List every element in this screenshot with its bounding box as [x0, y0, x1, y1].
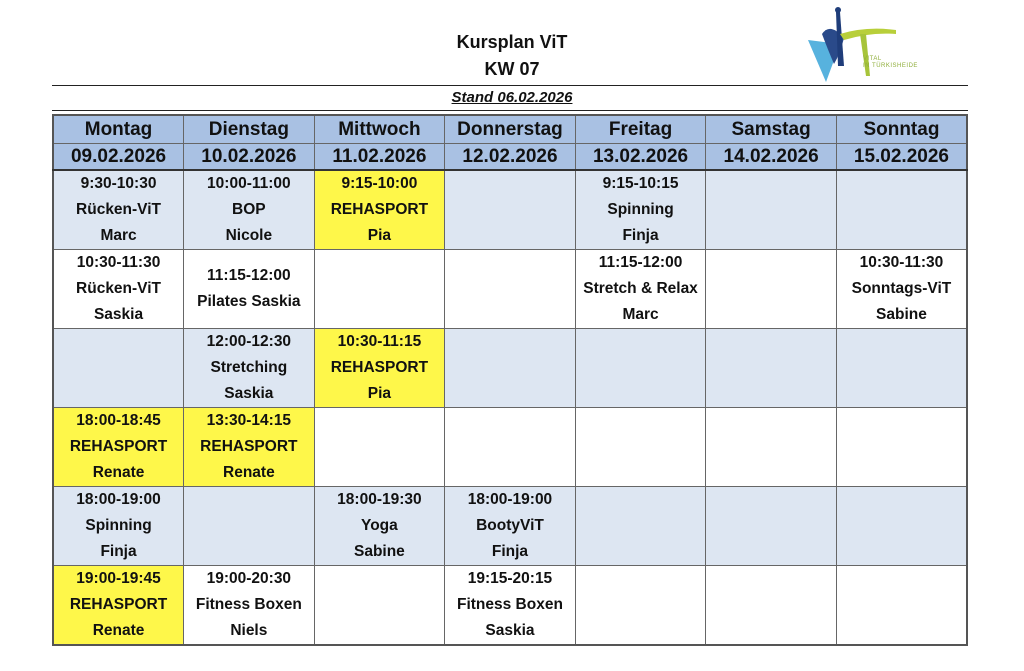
stand-date: Stand 06.02.2026 [451, 89, 573, 106]
day-header-row [53, 115, 967, 144]
course-trainer: Marc [100, 227, 137, 244]
course-trainer: Saskia [224, 385, 274, 402]
empty-cell [184, 487, 315, 566]
course-trainer: Finja [491, 543, 529, 560]
course-cell [445, 566, 576, 646]
course-name: REHASPORT [69, 438, 168, 455]
course-name: Fitness Boxen [195, 596, 302, 613]
course-cell [53, 566, 184, 646]
course-cell [314, 487, 445, 566]
course-cell [53, 170, 184, 250]
empty-cell [575, 408, 706, 487]
course-name: Spinning [85, 517, 152, 534]
course-cell [575, 170, 706, 250]
course-trainer: Pia [367, 227, 392, 244]
course-time: 18:00-19:00 [467, 491, 553, 508]
course-trainer: Sabine [876, 306, 927, 323]
course-time: 11:15-12:00 [207, 267, 291, 284]
week-label: KW 07 [484, 59, 540, 79]
schedule-table [52, 114, 968, 646]
course-cell [184, 408, 315, 487]
empty-cell [575, 329, 706, 408]
course-cell [575, 250, 706, 329]
course-time: 19:15-20:15 [467, 570, 553, 587]
empty-cell [836, 329, 967, 408]
empty-cell [445, 250, 576, 329]
course-trainer: Renate [92, 464, 145, 481]
logo-text: VITAL IN TÜRKISHEIDE [863, 56, 918, 69]
schedule-row [53, 250, 967, 329]
empty-cell [575, 487, 706, 566]
course-name: Spinning [607, 201, 674, 218]
course-trainer: Niels [230, 622, 268, 639]
course-time: 9:15-10:00 [341, 175, 418, 192]
schedule-row [53, 487, 967, 566]
course-cell [314, 329, 445, 408]
course-trainer: Finja [100, 543, 137, 560]
empty-cell [445, 329, 576, 408]
course-time: 10:30-11:15 [337, 333, 422, 350]
day-header-samstag: Samstag [706, 115, 837, 144]
course-time: 11:15-12:00 [598, 254, 683, 271]
day-header-freitag: Freitag [575, 115, 706, 144]
course-cell [184, 566, 315, 646]
course-trainer: Nicole [225, 227, 273, 244]
course-name: REHASPORT [330, 201, 429, 218]
empty-cell [314, 566, 445, 646]
date-header-row [53, 144, 967, 171]
course-name: BOP [232, 201, 266, 218]
empty-cell [445, 170, 576, 250]
empty-cell [53, 329, 184, 408]
course-time: 18:00-18:45 [76, 412, 161, 429]
course-trainer: Saskia [485, 622, 535, 639]
empty-cell [706, 250, 837, 329]
course-name: REHASPORT [330, 359, 429, 376]
empty-cell [445, 408, 576, 487]
day-header-dienstag: Dienstag [184, 115, 315, 144]
course-name: REHASPORT [69, 596, 168, 613]
course-cell [445, 487, 576, 566]
course-trainer: Saskia [93, 306, 144, 323]
course-trainer: Renate [223, 464, 275, 481]
course-time: 9:15-10:15 [602, 175, 679, 192]
page-title: Kursplan ViT [456, 32, 568, 52]
course-name: Stretching [210, 359, 288, 376]
empty-cell [314, 408, 445, 487]
divider-bottom [52, 110, 968, 111]
course-time: 19:00-19:45 [76, 570, 161, 587]
empty-cell [314, 250, 445, 329]
course-time: 10:00-11:00 [207, 175, 291, 192]
empty-cell [706, 408, 837, 487]
date-header: 09.02.2026 [53, 144, 184, 171]
empty-cell [836, 408, 967, 487]
empty-cell [836, 170, 967, 250]
empty-cell [706, 170, 837, 250]
course-cell [184, 329, 315, 408]
day-header-mittwoch: Mittwoch [314, 115, 445, 144]
course-name: Fitness Boxen [456, 596, 563, 613]
schedule-row [53, 408, 967, 487]
day-header-montag: Montag [53, 115, 184, 144]
course-cell [836, 250, 967, 329]
date-header: 13.02.2026 [575, 144, 706, 171]
schedule-row [53, 566, 967, 646]
empty-cell [706, 329, 837, 408]
course-trainer: Finja [622, 227, 659, 244]
course-name: Rücken-ViT [76, 280, 162, 297]
empty-cell [575, 566, 706, 646]
course-trainer: Pia [367, 385, 392, 402]
course-name: Yoga [361, 517, 398, 534]
course-time: 18:00-19:00 [76, 491, 161, 508]
course-time: 10:30-11:30 [76, 254, 161, 271]
empty-cell [836, 566, 967, 646]
schedule-row [53, 170, 967, 250]
day-header-sonntag: Sonntag [836, 115, 967, 144]
course-trainer: Marc [622, 306, 659, 323]
course-name: BootyViT [476, 517, 544, 534]
date-header: 14.02.2026 [706, 144, 837, 171]
course-cell [53, 487, 184, 566]
course-time: 18:00-19:30 [337, 491, 422, 508]
course-cell [53, 250, 184, 329]
schedule-row [53, 329, 967, 408]
course-name: Rücken-ViT [76, 201, 162, 218]
course-cell [184, 170, 315, 250]
course-trainer: Renate [92, 622, 145, 639]
day-header-donnerstag: Donnerstag [445, 115, 576, 144]
course-time: 19:00-20:30 [206, 570, 292, 587]
date-header: 10.02.2026 [184, 144, 315, 171]
course-time: 12:00-12:30 [206, 333, 292, 350]
course-name: REHASPORT [200, 438, 298, 455]
date-header: 12.02.2026 [445, 144, 576, 171]
date-header: 11.02.2026 [314, 144, 445, 171]
empty-cell [706, 487, 837, 566]
course-cell [184, 250, 315, 329]
course-cell [314, 170, 445, 250]
course-time: 13:30-14:15 [206, 412, 292, 429]
date-header: 15.02.2026 [836, 144, 967, 171]
course-time: 10:30-11:30 [859, 254, 944, 271]
course-name: Sonntags-ViT [851, 280, 952, 297]
course-cell [53, 408, 184, 487]
vit-logo-icon [800, 4, 920, 88]
empty-cell [706, 566, 837, 646]
course-trainer: Sabine [353, 543, 405, 560]
empty-cell [836, 487, 967, 566]
course-time: 9:30-10:30 [80, 175, 157, 192]
course-name: Pilates Saskia [197, 293, 301, 310]
course-name: Stretch & Relax [583, 280, 698, 297]
